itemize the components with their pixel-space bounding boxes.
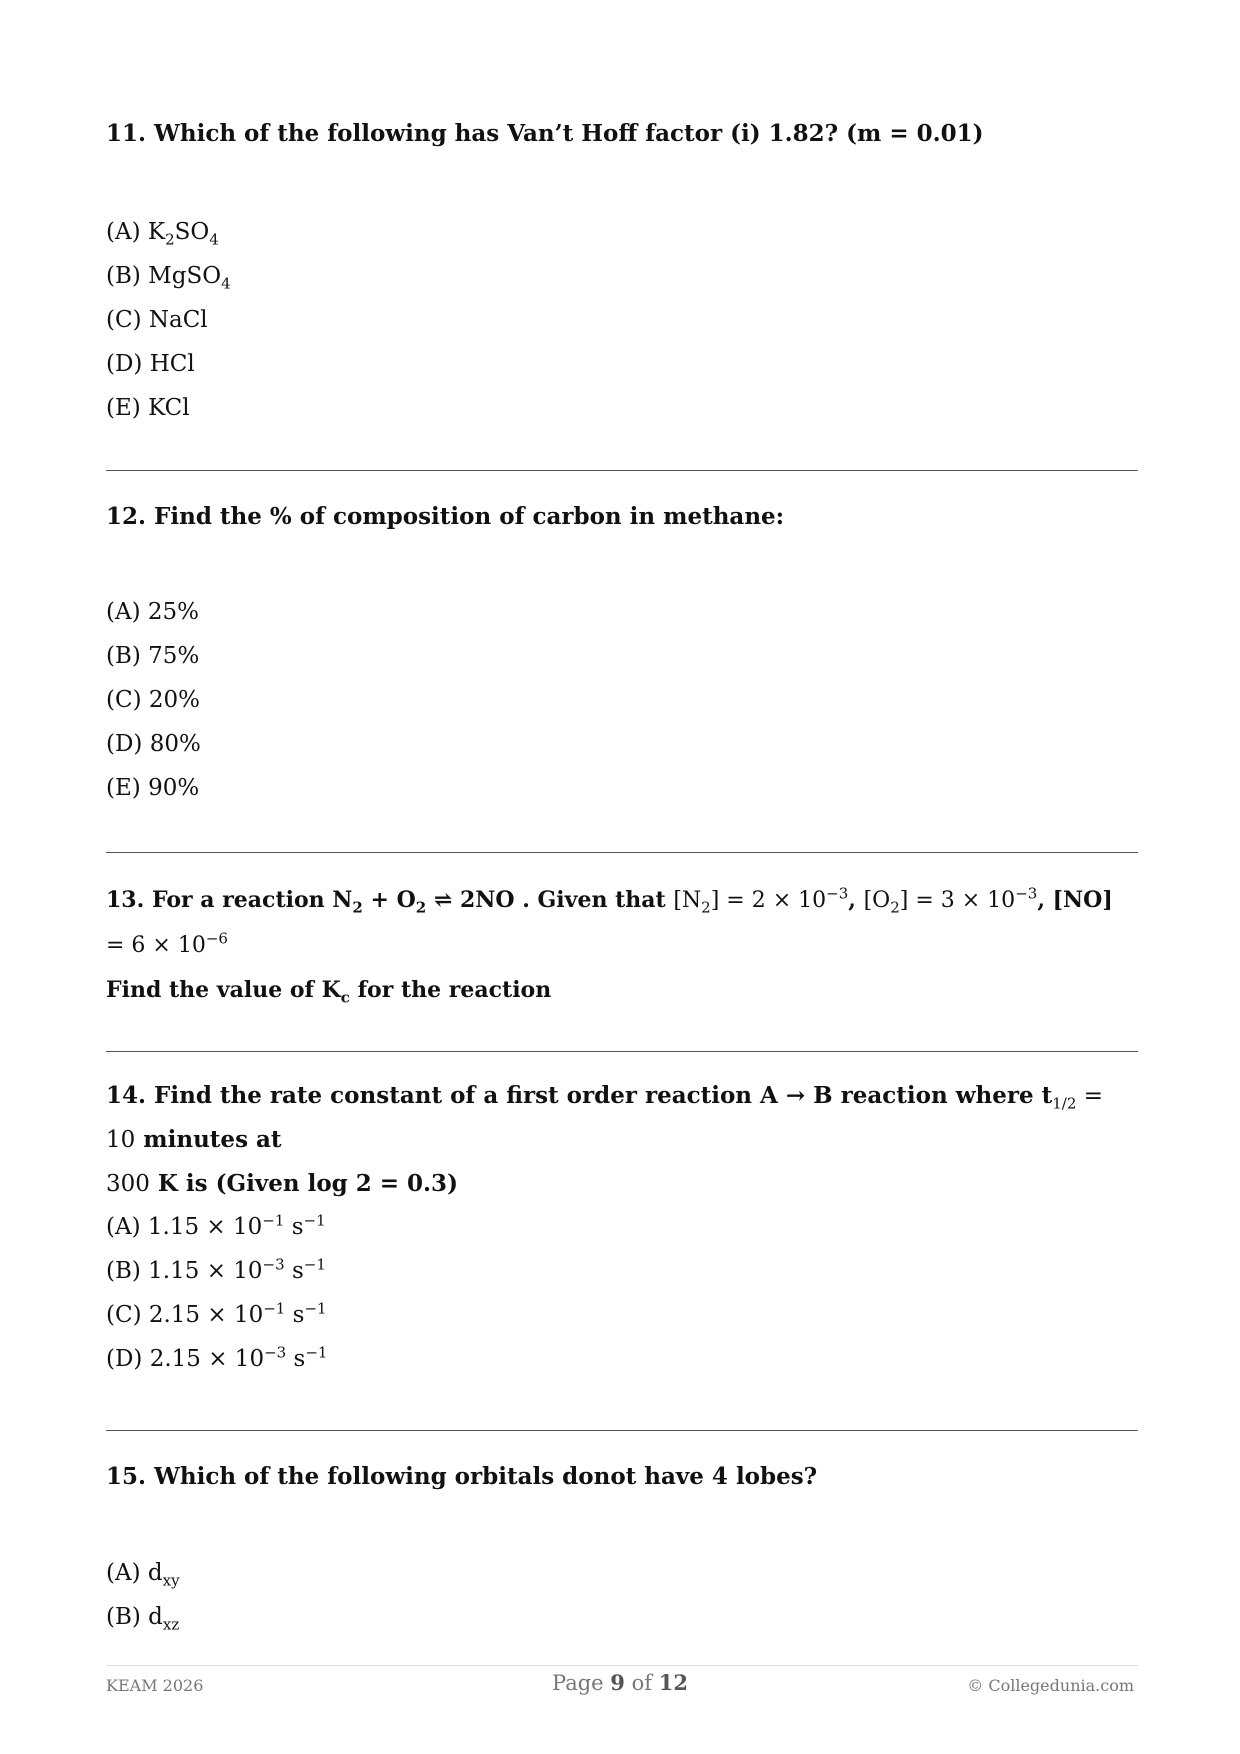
option-a[interactable]: (A) $K_2SO_4$ — [106, 219, 219, 249]
question-12 — [106, 495, 1138, 539]
option-b[interactable]: (B) 75% — [106, 643, 200, 669]
question-number: 15. — [106, 1463, 147, 1490]
divider — [106, 1051, 1138, 1052]
option-c[interactable]: (C) 20% — [106, 687, 200, 713]
question-number: 13. — [106, 887, 145, 913]
option-d[interactable]: (D) $2.15 \times 10^{-3}$ $s^{-1}$ — [106, 1343, 328, 1372]
option-c[interactable]: (C) $2.15 \times 10^{-1}$ $s^{-1}$ — [106, 1299, 327, 1328]
option-d[interactable]: (D) HCl — [106, 351, 195, 377]
options-list — [106, 1551, 180, 1639]
divider — [106, 852, 1138, 853]
option-a[interactable]: (A) 25% — [106, 599, 199, 625]
option-e[interactable]: (E) 90% — [106, 775, 200, 801]
divider — [106, 1430, 1138, 1431]
question-text: Which of the following orbitals donot have 4 lobes? — [154, 1463, 818, 1490]
question-number: 12. — [106, 503, 147, 530]
footer-exam-name: KEAM 2026 — [106, 1676, 204, 1695]
option-b[interactable]: (B) $d_{xz}$ — [106, 1604, 180, 1634]
option-a[interactable]: (A) $1.15 \times 10^{-1}$ $s^{-1}$ — [106, 1211, 326, 1240]
options-list — [106, 590, 201, 810]
option-c[interactable]: (C) NaCl — [106, 307, 208, 333]
question-13: 13. For a reaction $N_2 + O_2$ ⇌ 2NO . Given that $[N_2] = 2 \times 10^{-3}$, $[O_2] = 3 \times 10^{-3}$, $[NO] = 6 \times 10^{-6}$ Find the value of $K_c$ for the reaction — [106, 884, 1113, 1007]
option-e[interactable]: (E) KCl — [106, 395, 190, 421]
footer-divider — [106, 1665, 1138, 1666]
options-list — [106, 210, 231, 430]
option-d[interactable]: (D) 80% — [106, 731, 201, 757]
question-text: Find the % of composition of carbon in methane: — [154, 503, 785, 530]
page-number: Page 9 of 12 — [552, 1670, 688, 1695]
option-a[interactable]: (A) $d_{xy}$ — [106, 1560, 180, 1590]
question-number: 14. — [106, 1082, 147, 1109]
options-list — [106, 1205, 327, 1381]
question-15 — [106, 1455, 1138, 1499]
option-b[interactable]: (B) $1.15 \times 10^{-3}$ $s^{-1}$ — [106, 1255, 326, 1284]
question-14: 14. Find the rate constant of a first order reaction A → B reaction where $t_{1/2} = 10$ minutes at 300 K is (Given log 2 = 0.3) — [106, 1082, 1103, 1197]
option-b[interactable]: (B) MgSO$_4$ — [106, 263, 231, 293]
footer-copyright: © Collegedunia.com — [967, 1676, 1134, 1695]
divider — [106, 470, 1138, 471]
question-text: Which of the following has Van’t Hoff factor (i) 1.82? (m = 0.01) — [154, 120, 984, 147]
question-11 — [106, 112, 1138, 156]
question-number: 11. — [106, 120, 147, 147]
